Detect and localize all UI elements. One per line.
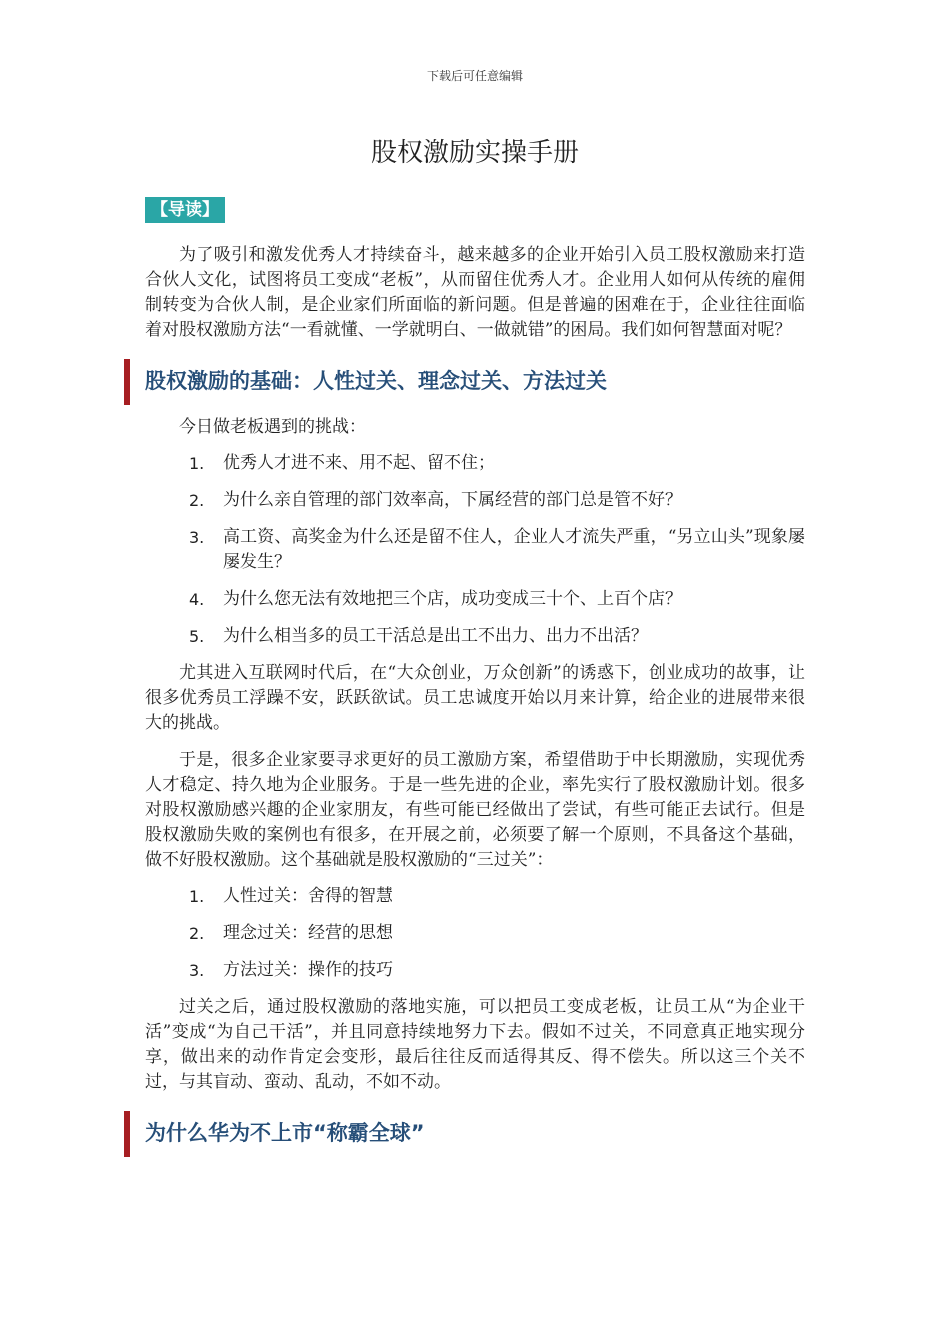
challenge-item [145,587,805,612]
challenge-item [145,488,805,513]
pass-item [145,958,805,983]
list-text: 为什么您无法有效地把三个店，成功变成三十个、上百个店？ [223,589,682,609]
challenges-lead: 今日做老板遇到的挑战： [179,417,366,437]
section-bar [124,359,130,405]
list-number: 5. [189,627,205,646]
list-text: 方法过关：操作的技巧 [223,960,393,980]
list-number: 3. [189,528,205,547]
three-passes-list [145,884,805,983]
list-text: 为什么相当多的员工干活总是出工不出力、出力不出活？ [223,626,648,646]
list-number: 1. [189,454,205,473]
pass-item [145,884,805,909]
section-heading-text: 股权激励的基础：人性过关、理念过关、方法过关 [145,369,607,393]
list-number: 2. [189,491,205,510]
internet-era-paragraph: 尤其进入互联网时代后，在“大众创业，万众创新”的诱惑下，创业成功的故事，让很多优秀员工浮躁不安，跃跃欲试。员工忠诚度开始以月来计算，给企业的进展带来很大的挑战。 [145,663,805,733]
challenges-list [145,451,805,649]
challenge-item [145,525,805,575]
challenge-item [145,624,805,649]
after-pass-paragraph: 过关之后，通过股权激励的落地实施，可以把员工变成老板，让员工从“为企业干活”变成“为自己干活”，并且同意持续地努力下去。假如不过关，不同意真正地实现分享，做出来的动作肯定会变形，最后往往反而适得其反、得不偿失。所以这三个关不过，与其盲动、蛮动、乱动，不如不动。 [145,997,805,1092]
seek-incentive-paragraph: 于是，很多企业家要寻求更好的员工激励方案，希望借助于中长期激励，实现优秀人才稳定、持久地为企业服务。于是一些先进的企业，率先实行了股权激励计划。很多对股权激励感兴趣的企业家朋友，有些可能已经做出了尝试，有些可能正去试行。但是股权激励失败的案例也有很多，在开展之前，必须要了解一个原则，不具备这个基础，做不好股权激励。这个基础就是股权激励的“三过关”： [145,750,805,870]
intro-tag: 【导读】 [145,197,225,223]
header-note: 下载后可任意编辑 [426,69,523,83]
list-text: 理念过关：经营的思想 [223,923,393,943]
document-body [145,197,805,1151]
list-number: 1. [189,887,205,906]
section-heading-text: 为什么华为不上市“称霸全球” [145,1121,425,1145]
challenge-item [145,451,805,476]
section-heading-foundation [124,363,805,399]
list-number: 2. [189,924,205,943]
list-text: 人性过关：舍得的智慧 [223,886,393,906]
section-bar [124,1111,130,1157]
list-text: 为什么亲自管理的部门效率高，下属经营的部门总是管不好？ [223,490,682,510]
page-title: 股权激励实操手册 [370,138,579,168]
list-text: 高工资、高奖金为什么还是留不住人，企业人才流失严重，“另立山头”现象屡屡发生？ [223,527,805,572]
intro-tag-row [145,197,805,227]
list-text: 优秀人才进不来、用不起、留不住； [223,453,495,473]
list-number: 4. [189,590,205,609]
intro-paragraph: 为了吸引和激发优秀人才持续奋斗，越来越多的企业开始引入员工股权激励来打造合伙人文化，试图将员工变成“老板”，从而留住优秀人才。企业用人如何从传统的雇佣制转变为合伙人制，是企业家们所面临的新问题。但是普遍的困难在于，企业往往面临着对股权激励方法“一看就懂、一学就明白、一做就错”的困局。我们如何智慧面对呢？ [145,245,805,340]
list-number: 3. [189,961,205,980]
section-heading-huawei [124,1115,805,1151]
pass-item [145,921,805,946]
